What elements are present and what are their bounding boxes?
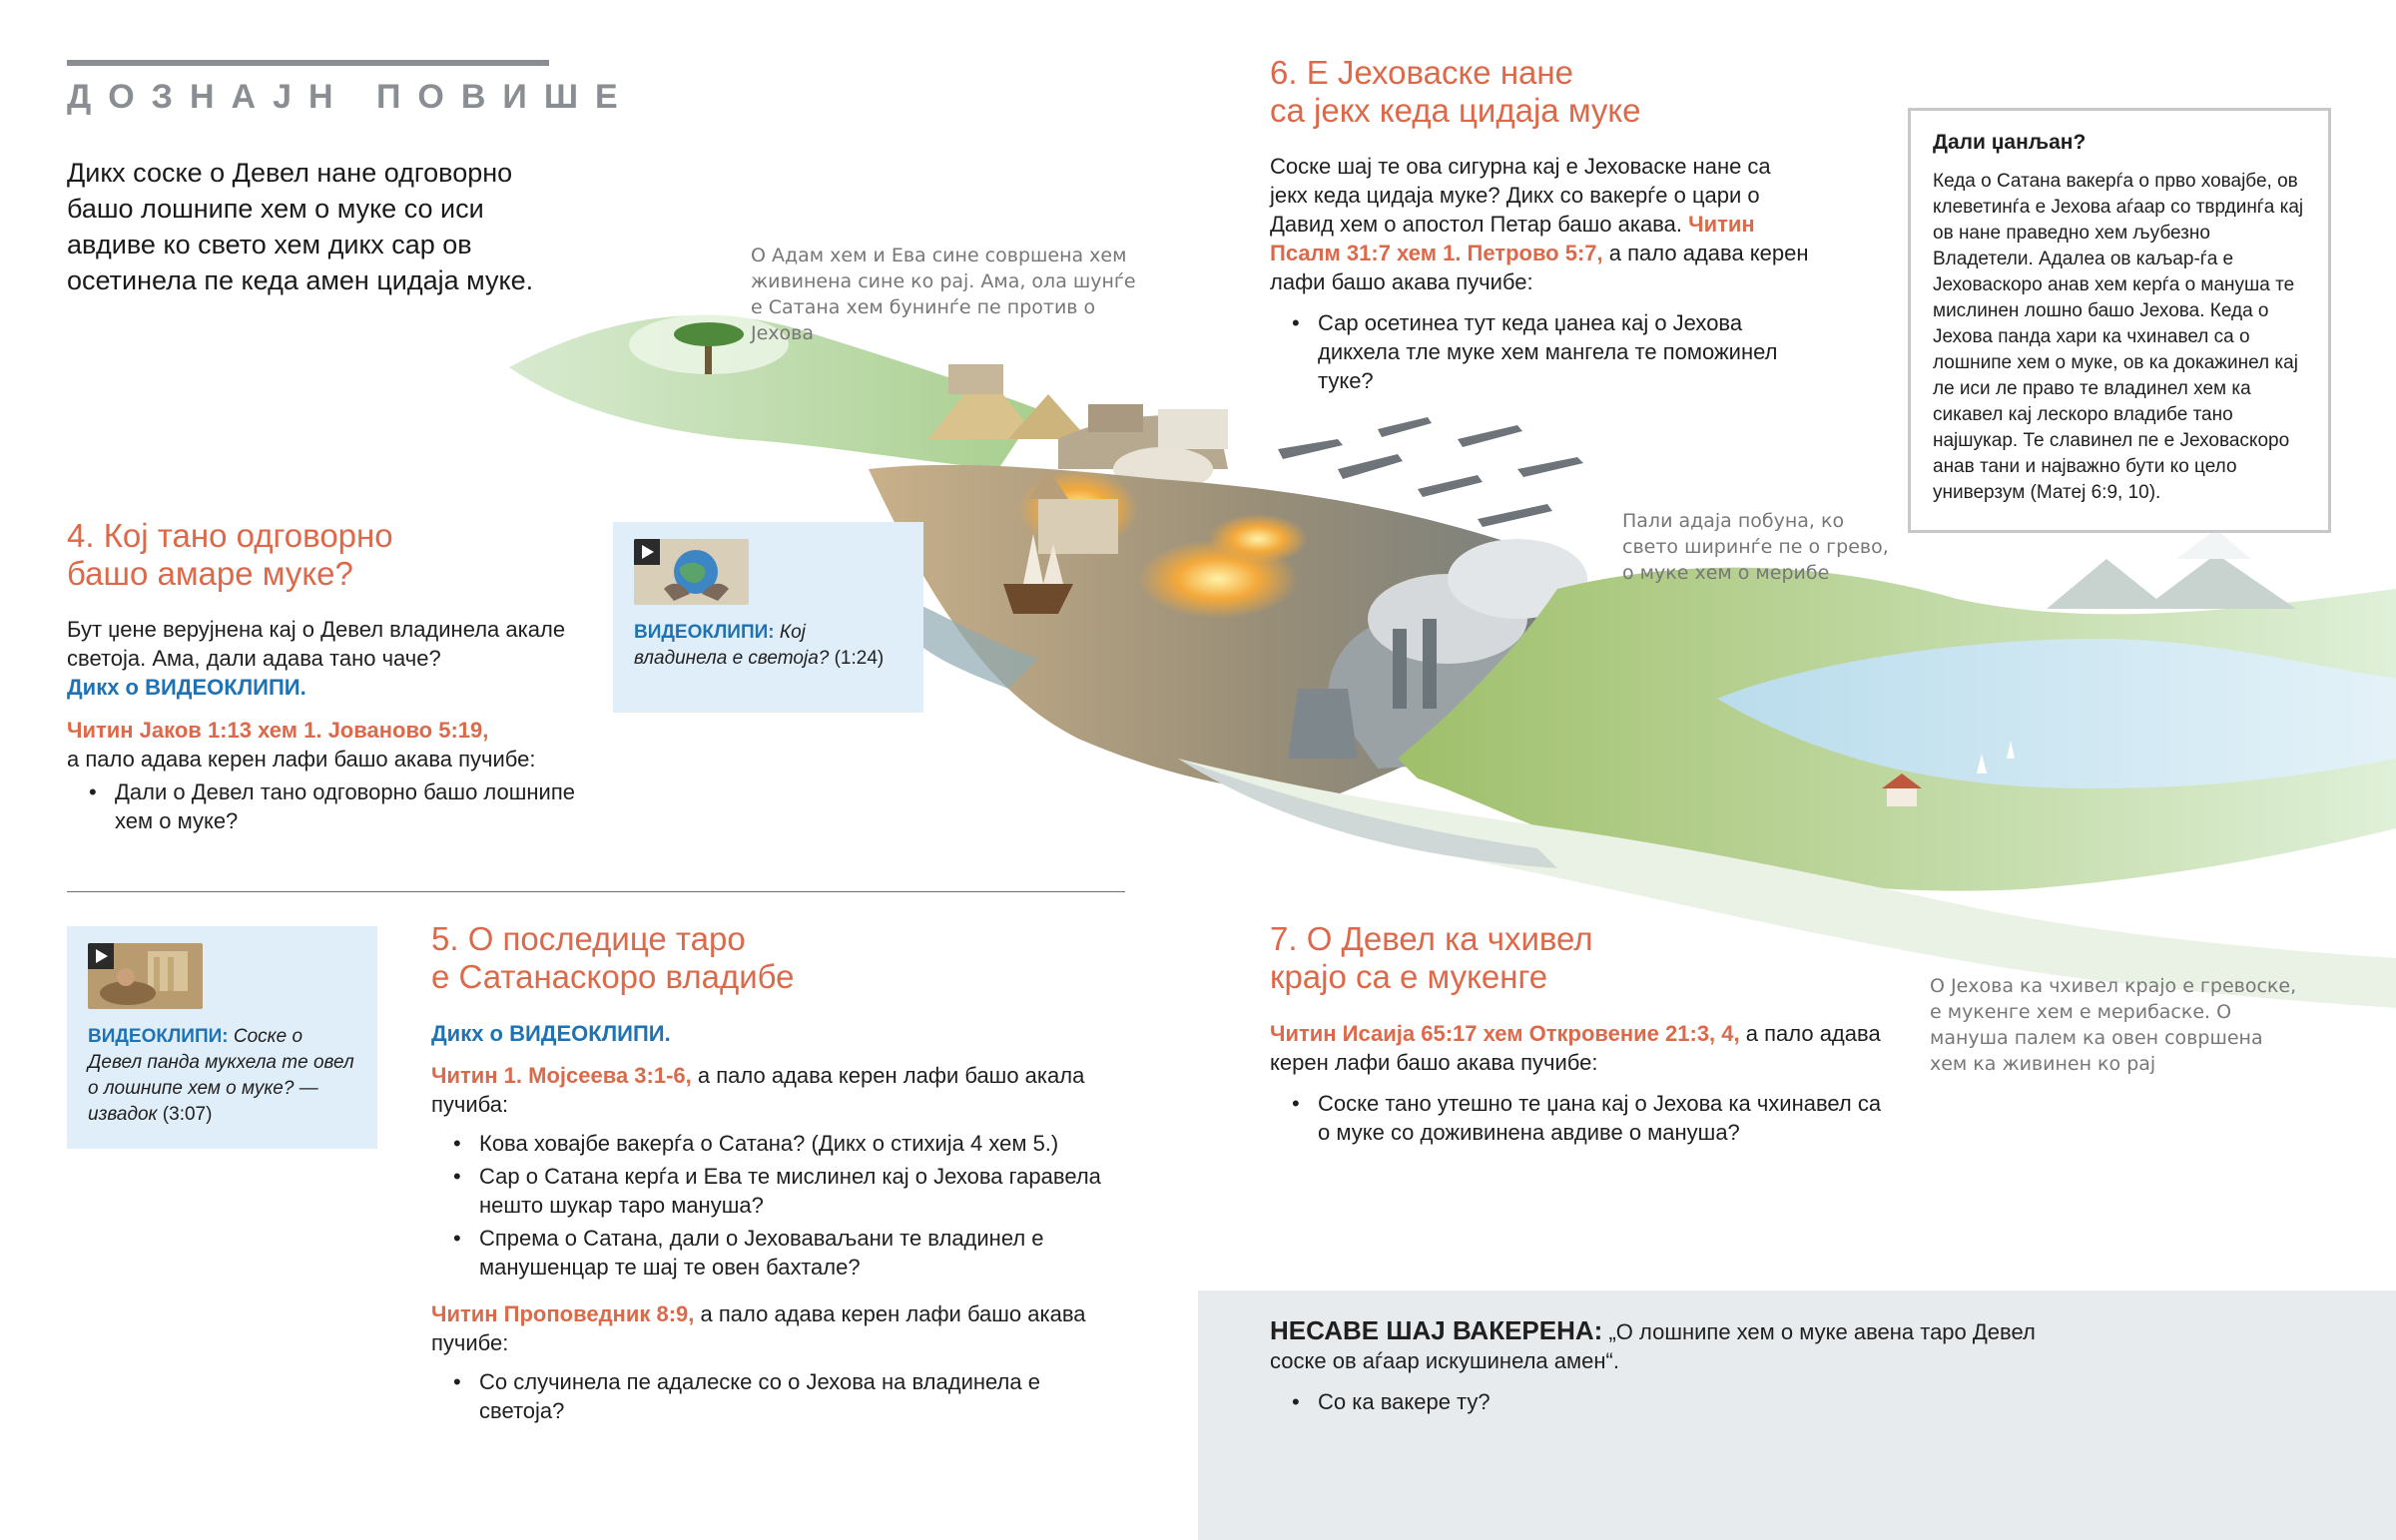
scripture-reference[interactable]: Читин Исаија 65:17 хем Откровение 21:3, 4, [1270,1021,1740,1046]
question-item: • Дали о Девел тано одговорно башо лошнипе хем о муке? [115,777,586,835]
section-5-title: 5. О последице таро е Сатанаскоро владибе [431,920,795,995]
question-item: • Спрема о Сатана, дали о Јеховаваљани те владинел е манушенцар те шај те овен бахтале? [479,1224,1130,1282]
section-6-paragraph: Соске шај те ова сигурна кај е Јеховаске нане са јекх кеда цидаја муке? Дикх со вакерѓе о цари о Давид хем о апостол Петар башо акава. [1270,154,1771,237]
question-item: • Кова ховајбе вакерѓа о Сатана? (Дикх о стихија 4 хем 5.) [479,1129,1130,1158]
video-card-who-rules[interactable] [613,522,923,713]
video-card-why-allow[interactable] [67,926,377,1149]
did-you-know-box [1908,108,2331,533]
reference-tail: а пало адава керен лафи башо акава пучибе: [1270,1021,1881,1075]
header-rule [67,60,549,66]
question-item: • Сар осетинеа тут кеда џанеа кај о Јехова дикхела тле муке хем мангела те поможинел туке? [1318,308,1809,395]
reference-tail: а пало адава керен лафи башо акава пучибе: [67,747,536,771]
question-list [1270,1387,2069,1416]
reference-tail: а пало адава керен лафи башо акава пучибе: [1270,241,1809,294]
caption-rebellion: Пали адаја побуна, ко свето ширинѓе пе о грево, о муке хем о мерибе [1622,510,1889,584]
video-thumbnail[interactable] [634,539,749,605]
scripture-reference[interactable]: Читин Јаков 1:13 хем 1. Јованово 5:19, [67,718,489,743]
reference-tail: а пало адава керен лафи башо акава пучибе: [431,1301,1086,1355]
section-kicker: ДОЗНАЈН ПОВИШЕ [67,78,635,116]
section-5 [431,920,1130,1429]
caption-paradise: О Јехова ка чхивел крајо е гревоске, е мукенге хем е мерибаске. О мануша палем ка овен совршена хем ка живинен ко рај [1930,975,2297,1075]
section-6-title: 6. Е Јеховаске нане са јекх кеда цидаја муке [1270,54,1641,129]
question-list [431,1367,1130,1425]
summary-box [1198,1290,2396,1540]
video-caption: ВИДЕОКЛИПИ: Кој владинела е светоја? (1:24) [634,622,885,669]
question-list [1270,308,1809,395]
summary-quote: „О лошнипе хем о муке авена таро Девел соске ов аѓаар искушинела амен“. [1270,1319,2036,1373]
scripture-reference[interactable]: Читин Проповедник 8:9, [431,1301,695,1326]
did-you-know-title: Дали џанљан? [1933,131,2087,154]
intro-text: Дикх соске о Девел нане одговорно башо лошнипе хем о муке со иси авдиве ко свето хем дикх сар ов осетинела пе кеда амен цидаја муке. [67,158,534,295]
section-7-title: 7. О Девел ка чхивел крајо са е мукенге [1270,920,1593,995]
scripture-reference[interactable]: Читин Псалм 31:7 хем 1. Петрово 5:7, [1270,212,1755,265]
caption-eden: О Адам хем и Ева сине совршена хем живинена сине ко рај. Ама, ола шунѓе е Сатана хем бунинѓе пе против о Јехова [751,245,1136,344]
play-icon[interactable] [88,943,114,969]
video-caption: ВИДЕОКЛИПИ: Соске о Девел панда мукхела те овел о лошнипе хем о муке? — извадок (3:07) [88,1026,354,1125]
section-divider [67,891,1125,892]
question-item: • Соске тано утешно те џана кај о Јехова ка чхинавел са о муке со доживинена авдиве о мануша? [1318,1089,1899,1147]
did-you-know-text: Кеда о Сатана вакерѓа о прво ховајбе, ов клеветинѓа е Јехова аѓаар со тврдинѓа кај ов нане праведно хем љубезно Владетели. Адалеа ов каљар-ѓа е Јеховаскоро анав хем керѓа о мануша те мислинен лошно башо Јехова. Кеда о Јехова панда хари ка чхинавел са о лошнипе хем о муке, ов ка докажинел кај ле иси ле право те владинел хем ка сикавел кај лескоро владибе тано најшукар. Те славинел пе е Јеховаскоро анав тани и најважно бути ко цело универзум (Матеј 6:9, 10). [1933,171,2304,503]
section-4-paragraph: Бут џене верујнена кај о Девел владинела акале светоја. Ама, дали адава тано чаче? [67,617,566,671]
question-item: • Со ка вакере ту? [1318,1387,2069,1416]
watch-video-link[interactable]: Дикх о ВИДЕОКЛИПИ. [431,1021,671,1046]
question-item: • Со случинела пе адалеске со о Јехова на владинела е светоја? [479,1367,1130,1425]
reference-tail: а пало адава керен лафи башо акала пучиба: [431,1063,1085,1117]
question-list [1270,1089,1899,1147]
section-4 [67,517,586,839]
play-icon[interactable] [634,539,660,565]
section-6 [1270,54,1809,399]
section-4-title: 4. Кој тано одговорно башо амаре муке? [67,517,393,592]
scripture-reference[interactable]: Читин 1. Мојсеева 3:1-6, [431,1063,692,1088]
summary-label: НЕСАВЕ ШАЈ ВАКЕРЕНА: [1270,1315,1603,1345]
section-7 [1270,920,1899,1151]
video-thumbnail[interactable] [88,943,203,1009]
question-item: • Сар о Сатана керѓа и Ева те мислинел кај о Јехова гаравела нешто шукар таро мануша? [479,1162,1130,1220]
question-list [431,1129,1130,1282]
question-list [67,777,586,835]
watch-video-link[interactable]: Дикх о ВИДЕОКЛИПИ. [67,675,306,700]
